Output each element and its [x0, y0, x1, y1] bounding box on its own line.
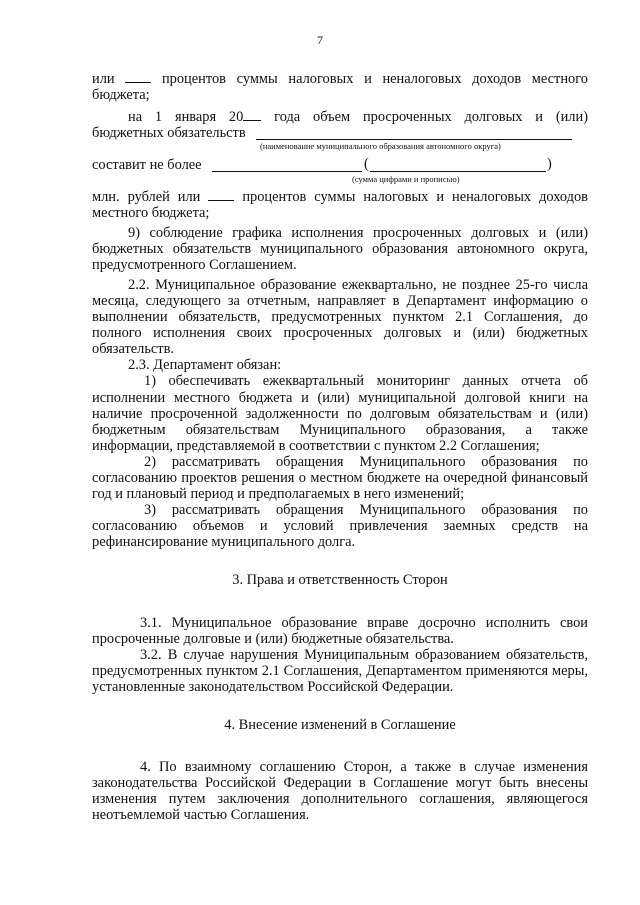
paragraph-2-3-2: 2) рассматривать обращения Муниципального образования по согласованию проектов решения о местном бюджете на очередной финансовый год и плановый период и предполагаемых в него изменений;: [92, 453, 588, 503]
blank-field: [208, 188, 234, 201]
text-line: бюджета;: [92, 87, 150, 104]
text-fragment: составит не более: [92, 157, 202, 174]
blank-field: [212, 157, 362, 172]
page-number: 7: [317, 33, 323, 47]
field-caption: (сумма цифрами и прописью): [352, 174, 460, 185]
text-fragment: ): [547, 156, 552, 173]
text-line: [92, 157, 588, 174]
blank-field: [370, 157, 546, 172]
text-line: местного бюджета;: [92, 205, 210, 222]
text-fragment: процентов суммы налоговых и неналоговых доходов местного: [161, 71, 588, 87]
blank-field: [243, 108, 261, 121]
blank-field: [125, 70, 151, 83]
text-fragment: млн. рублей или: [92, 189, 201, 206]
section-heading-4: 4. Внесение изменений в Соглашение: [224, 717, 456, 733]
text-fragment: бюджетных обязательств: [92, 125, 246, 142]
paragraph-4: 4. По взаимному соглашению Сторон, а также в случае изменения законодательства Российской Федерации в Соглашение могут быть внесены изменения путем заключения дополнительного соглашения, являющегося неотъемлемой частью Соглашения.: [92, 759, 588, 824]
paragraph-2-2: 2.2. Муниципальное образование ежеквартально, не позднее 25-го числа месяца, следующего за отчетным, направляет в Департамент информацию о выполнении обязательств, предусмотренных пунктом 2.1 Соглашения, до полного исполнения своих просроченных долговых и (или) бюджетных обязательств.: [92, 276, 588, 358]
document-body: [92, 70, 588, 823]
paragraph-2-3: 2.3. Департамент обязан:: [128, 357, 282, 374]
paragraph-2-3-3: 3) рассматривать обращения Муниципального образования по согласованию объемов и условий привлечения заемных средств на рефинансирование муниципального долга.: [92, 502, 588, 551]
text-line: [92, 70, 588, 87]
paragraph-3-2: 3.2. В случае нарушения Муниципальным образованием обязательств, предусмотренных пунктом 2.1 Соглашения, Департаментом применяются меры, установленные законодательством Российской Федерации.: [92, 646, 588, 695]
text-line: [92, 108, 588, 125]
paragraph-2-3-1: 1) обеспечивать ежеквартальный мониторинг данных отчета об исполнении местного бюджета и (или) муниципальной долговой книги на наличие просроченной задолженности по долговым обязательствам и (или) бюджетным обязательствам Муниципального образования, а также информации, представляемой в соответствии с пунктом 2.2 Соглашения;: [92, 373, 588, 454]
text-fragment: года объем просроченных долговых и (или): [274, 109, 588, 126]
section-heading-3: 3. Права и ответственность Сторон: [232, 572, 448, 589]
text-fragment: процентов суммы налоговых и неналоговых доходов: [242, 189, 588, 206]
field-caption: (наименование муниципального образования автономного округа): [260, 141, 501, 152]
paragraph-9: 9) соблюдение графика исполнения просроченных долговых и (или) бюджетных обязательств муниципального образования автономного округа, предусмотренного Соглашением.: [92, 224, 588, 273]
text-line: [92, 125, 588, 141]
text-fragment: или: [92, 71, 115, 87]
paragraph-3-1: 3.1. Муниципальное образование вправе досрочно исполнить свои просроченные долговые и (или) бюджетные обязательства.: [92, 614, 588, 647]
text-fragment: (: [364, 156, 369, 173]
blank-field: [256, 125, 572, 140]
text-line: [92, 188, 588, 205]
text-fragment: на 1 января 20: [128, 109, 244, 126]
